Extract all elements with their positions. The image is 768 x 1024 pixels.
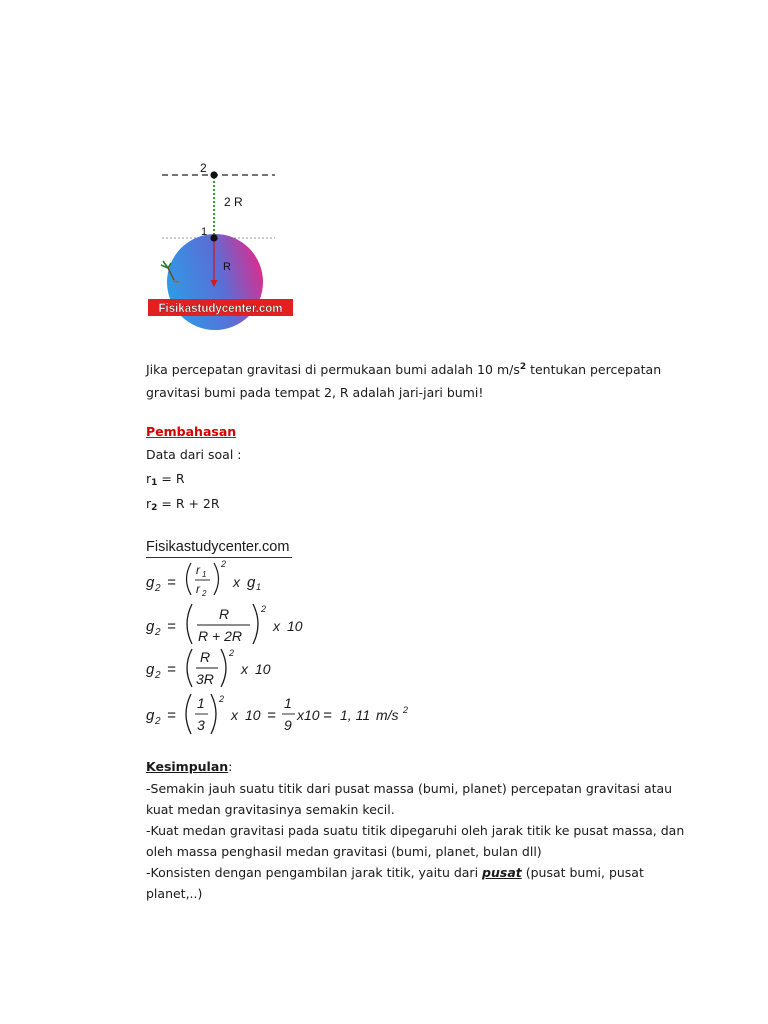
conclusion-line-5: -Konsisten dengan pengambilan jarak titik, yaitu dari pusat (pusat bumi, pusat: [146, 865, 644, 880]
svg-text:x: x: [241, 661, 248, 677]
question-line-1: [146, 357, 661, 380]
data-intro: Data dari soal :: [146, 447, 242, 462]
brand-banner-text: Fisikastudycenter.com: [158, 303, 283, 315]
svg-text:10: 10: [245, 707, 261, 723]
svg-text:2: 2: [261, 604, 267, 614]
question-superscript: 2: [519, 362, 527, 372]
solution-heading: Pembahasan: [146, 424, 237, 439]
svg-text:1: 1: [256, 582, 262, 592]
svg-text:2: 2: [202, 589, 207, 598]
svg-text:=: =: [323, 707, 332, 724]
svg-text:1: 1: [202, 570, 207, 579]
conclusion-line-1: -Semakin jauh suatu titik dari pusat massa (bumi, planet) percepatan gravitasi atau: [146, 781, 673, 796]
svg-text:r: r: [196, 582, 200, 596]
svg-text:R + 2R: R + 2R: [198, 628, 242, 644]
svg-text:=: =: [167, 574, 176, 591]
conclusion-line-6: planet,..): [146, 886, 203, 901]
earth-diagram: [140, 155, 310, 330]
conclusion-line-4: oleh massa penghasil medan gravitasi (bumi, planet, bulan dll): [146, 844, 542, 859]
svg-text:g: g: [146, 707, 155, 724]
svg-text:=: =: [167, 618, 176, 635]
svg-text:=: =: [167, 661, 176, 678]
formula-step-1: [146, 559, 261, 598]
svg-text:1: 1: [197, 695, 205, 711]
formula-steps: [140, 558, 440, 743]
svg-text:2: 2: [155, 670, 161, 681]
question-text-b: tentukan percepatan: [526, 362, 662, 377]
svg-text:1, 11: 1, 11: [340, 707, 371, 723]
svg-text:=: =: [167, 707, 176, 724]
svg-text:x10: x10: [297, 707, 320, 723]
svg-text:9: 9: [284, 717, 292, 733]
svg-text:x: x: [273, 618, 280, 634]
svg-text:g: g: [146, 661, 155, 678]
svg-text:=: =: [267, 707, 276, 724]
conclusion-heading: Kesimpulan: [146, 759, 229, 774]
formula-step-3: [146, 648, 271, 687]
svg-text:g: g: [146, 618, 155, 635]
svg-text:2: 2: [155, 627, 161, 638]
svg-text:m/s: m/s: [376, 707, 399, 723]
svg-text:3: 3: [197, 717, 205, 733]
svg-text:2: 2: [221, 559, 227, 569]
label-point-2: 2: [200, 161, 207, 175]
svg-text:R: R: [200, 649, 211, 665]
formula-step-2: [146, 604, 303, 644]
question-text-a: Jika percepatan gravitasi di permukaan bumi adalah 10 m/s: [146, 362, 520, 377]
point-2-dot: [210, 171, 217, 178]
svg-text:r: r: [196, 563, 200, 577]
conclusion-heading-row: Kesimpulan:: [146, 759, 233, 774]
svg-text:3R: 3R: [196, 671, 214, 687]
svg-text:2: 2: [403, 705, 409, 715]
formula-step-4: [146, 694, 408, 734]
svg-text:10: 10: [287, 618, 303, 634]
r1-definition: $r_1 = R$: [146, 471, 185, 488]
svg-text:2: 2: [219, 694, 225, 704]
formula-brand-text: Fisikastudycenter.com: [146, 539, 290, 555]
question-line-2: gravitasi bumi pada tempat 2, R adalah jari-jari bumi!: [146, 385, 484, 400]
svg-text:2: 2: [155, 716, 161, 727]
svg-text:1: 1: [284, 695, 292, 711]
point-1-dot: [210, 234, 217, 241]
svg-text:g: g: [247, 574, 256, 591]
emphasis-pusat: pusat: [482, 865, 522, 880]
svg-text:2: 2: [229, 648, 235, 658]
label-2r: 2 R: [224, 195, 243, 209]
svg-text:10: 10: [255, 661, 271, 677]
label-r: R: [223, 261, 231, 273]
r2-definition: $r_2 = R + 2R$: [146, 496, 220, 513]
label-point-1: 1: [201, 226, 208, 238]
conclusion-line-3: -Kuat medan gravitasi pada suatu titik dipegaruhi oleh jarak titik ke pusat massa, dan: [146, 823, 685, 838]
conclusion-line-2: kuat medan gravitasinya semakin kecil.: [146, 802, 395, 817]
svg-text:x: x: [233, 574, 240, 590]
svg-text:g: g: [146, 574, 155, 591]
svg-text:x: x: [231, 707, 238, 723]
svg-text:R: R: [219, 606, 230, 622]
svg-text:2: 2: [155, 583, 161, 594]
